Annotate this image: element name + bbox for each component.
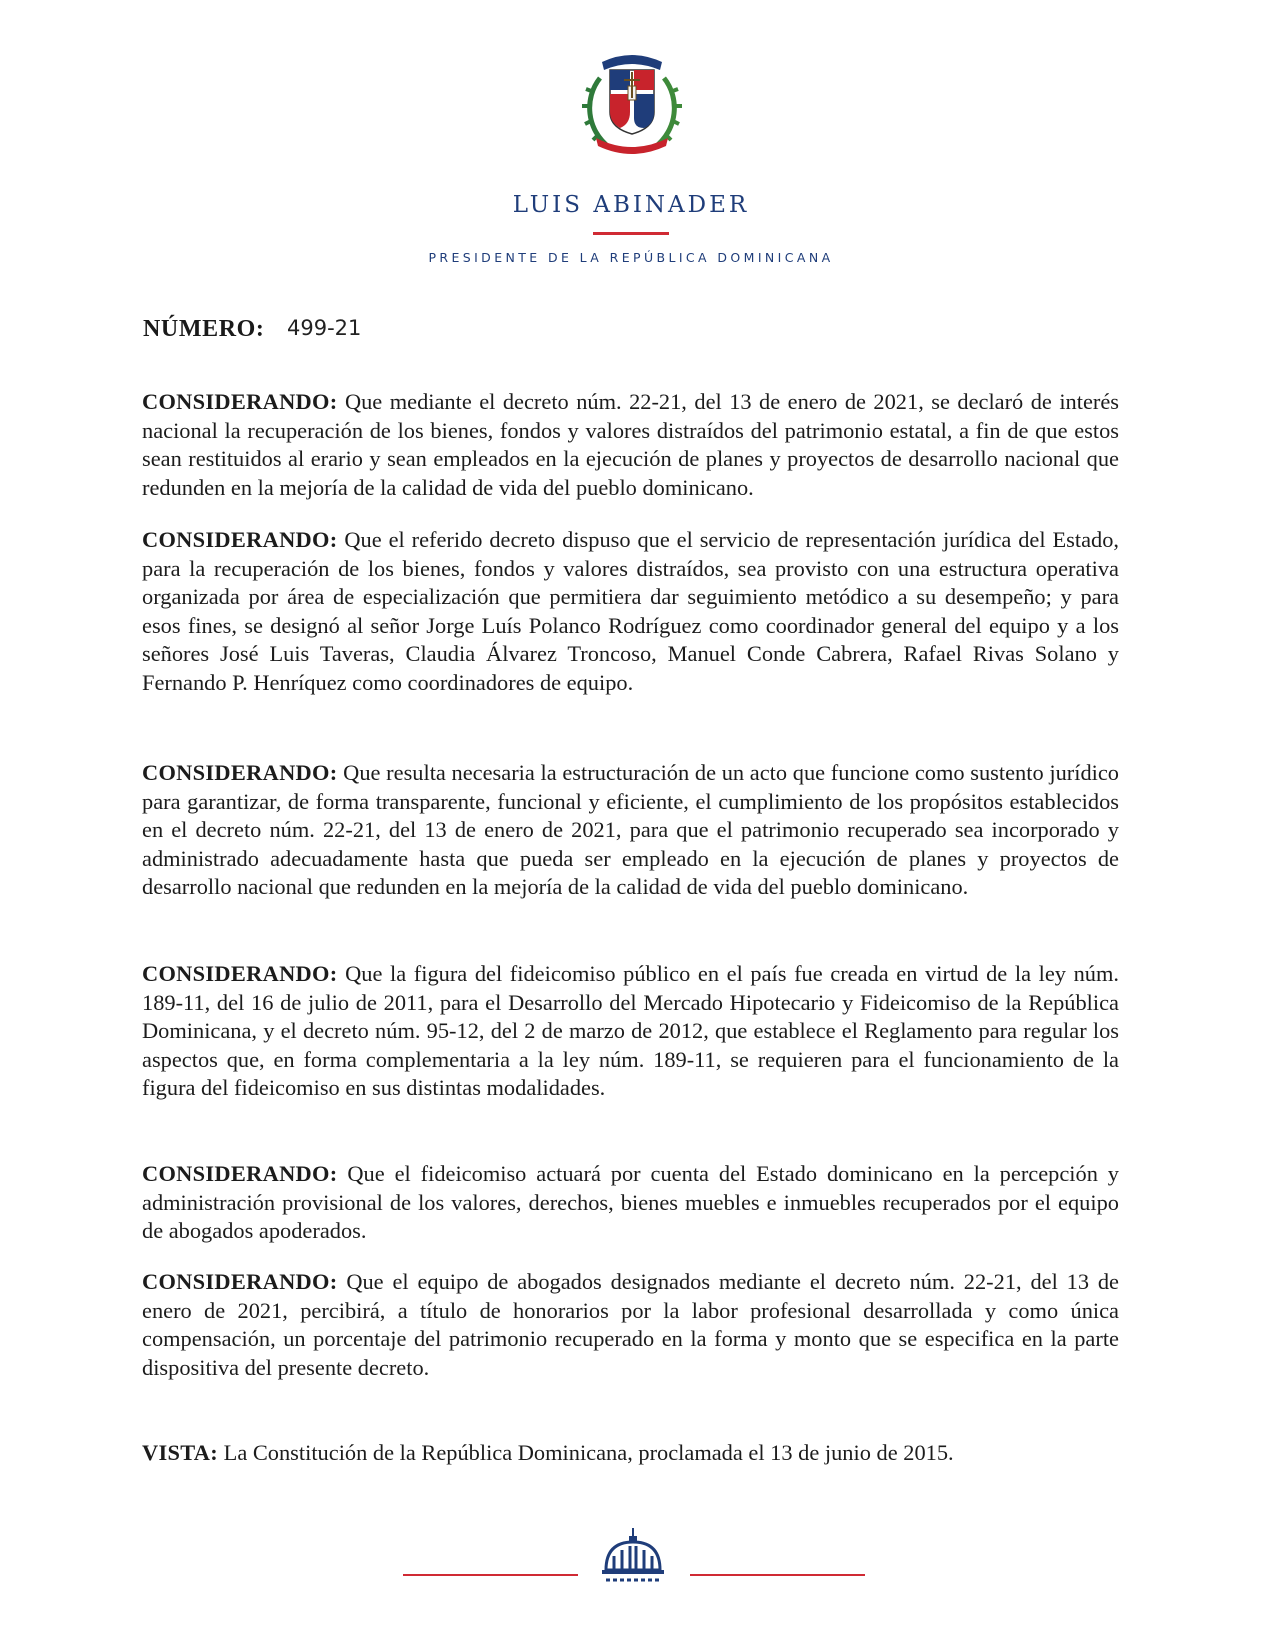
decree-number-value: 499-21 <box>287 316 362 340</box>
considerando-paragraph-2 <box>142 526 1119 698</box>
paragraph-lead: CONSIDERANDO: <box>142 1269 338 1294</box>
considerando-paragraph-5 <box>142 1160 1119 1246</box>
paragraph-text: Que el fideicomiso actuará por cuenta del Estado dominicano en la percepción y administración provisional de los valores, derechos, bienes muebles e inmuebles recuperados por el equipo de abogados apoderados. <box>142 1161 1119 1244</box>
paragraph-text: Que mediante el decreto núm. 22-21, del 13 de enero de 2021, se declaró de interés nacional la recuperación de los bienes, fondos y valores distraídos del patrimonio estatal, a fin de que estos sean restituidos al erario y sean empleados en la ejecución de planes y proyectos de desarrollo nacional que redunden en la mejoría de la calidad de vida del pueblo dominicano. <box>142 389 1119 500</box>
paragraph-text: La Constitución de la República Dominicana, proclamada el 13 de junio de 2015. <box>218 1440 954 1465</box>
vista-paragraph <box>142 1439 1119 1468</box>
paragraph-lead: CONSIDERANDO: <box>142 527 338 552</box>
considerando-paragraph-3 <box>142 759 1119 902</box>
paragraph-lead: CONSIDERANDO: <box>142 760 338 785</box>
paragraph-lead: CONSIDERANDO: <box>142 1161 338 1186</box>
considerando-paragraph-4 <box>142 960 1119 1103</box>
president-title: PRESIDENTE DE LA REPÚBLICA DOMINICANA <box>428 250 834 265</box>
decree-number-label: NÚMERO: <box>143 316 265 342</box>
paragraph-text: Que el referido decreto dispuso que el servicio de representación jurídica del Estado, para la recuperación de los bienes, fondos y valores distraídos, sea provisto con una estructura operativa organizada por área de especialización que permitiera dar seguimiento metódico a su desempeño; y para esos fines, se designó al señor Jorge Luís Polanco Rodríguez como coordinador general del equipo y a los señores José Luis Taveras, Claudia Álvarez Troncoso, Manuel Conde Cabrera, Rafael Rivas Solano y Fernando P. Henríquez como coordinadores de equipo. <box>142 527 1119 695</box>
paragraph-lead: CONSIDERANDO: <box>142 961 338 986</box>
name-divider <box>593 232 669 235</box>
considerando-paragraph-1 <box>142 388 1119 502</box>
paragraph-text: Que el equipo de abogados designados mediante el decreto núm. 22-21, del 13 de enero de 2021, percibirá, a título de honorarios por la labor profesional desarrollada y como única compensación, un porcentaje del patrimonio recuperado en la forma y monto que se especifica en la parte dispositiva del presente decreto. <box>142 1269 1119 1380</box>
considerando-paragraph-6 <box>142 1268 1119 1382</box>
president-name: LUIS ABINADER <box>512 192 750 218</box>
footer-line-right <box>690 1574 865 1576</box>
paragraph-text: Que resulta necesaria la estructuración de un acto que funcione como sustento jurídico para garantizar, de forma transparente, funcional y eficiente, el cumplimiento de los propósitos establecidos en el decreto núm. 22-21, del 13 de enero de 2021, para que el patrimonio recuperado sea incorporado y administrado adecuadamente hasta que pueda ser empleado en la ejecución de planes y proyectos de desarrollo nacional que redunden en la mejoría de la calidad de vida del pueblo dominicano. <box>142 760 1119 900</box>
paragraph-text: Que la figura del fideicomiso público en el país fue creada en virtud de la ley núm. 189-11, del 16 de julio de 2011, para el Desarrollo del Mercado Hipotecario y Fideicomiso de la República Dominicana, y el decreto núm. 95-12, del 2 de marzo de 2012, que establece el Reglamento para regular los aspectos que, en forma complementaria a la ley núm. 189-11, se requieren para el funcionamiento de la figura del fideicomiso en sus distintas modalidades. <box>142 961 1119 1101</box>
coat-of-arms-icon <box>580 48 684 160</box>
footer-line-left <box>403 1574 578 1576</box>
palace-dome-icon <box>600 1526 666 1584</box>
paragraph-lead: VISTA: <box>142 1440 219 1465</box>
paragraph-lead: CONSIDERANDO: <box>142 389 338 414</box>
